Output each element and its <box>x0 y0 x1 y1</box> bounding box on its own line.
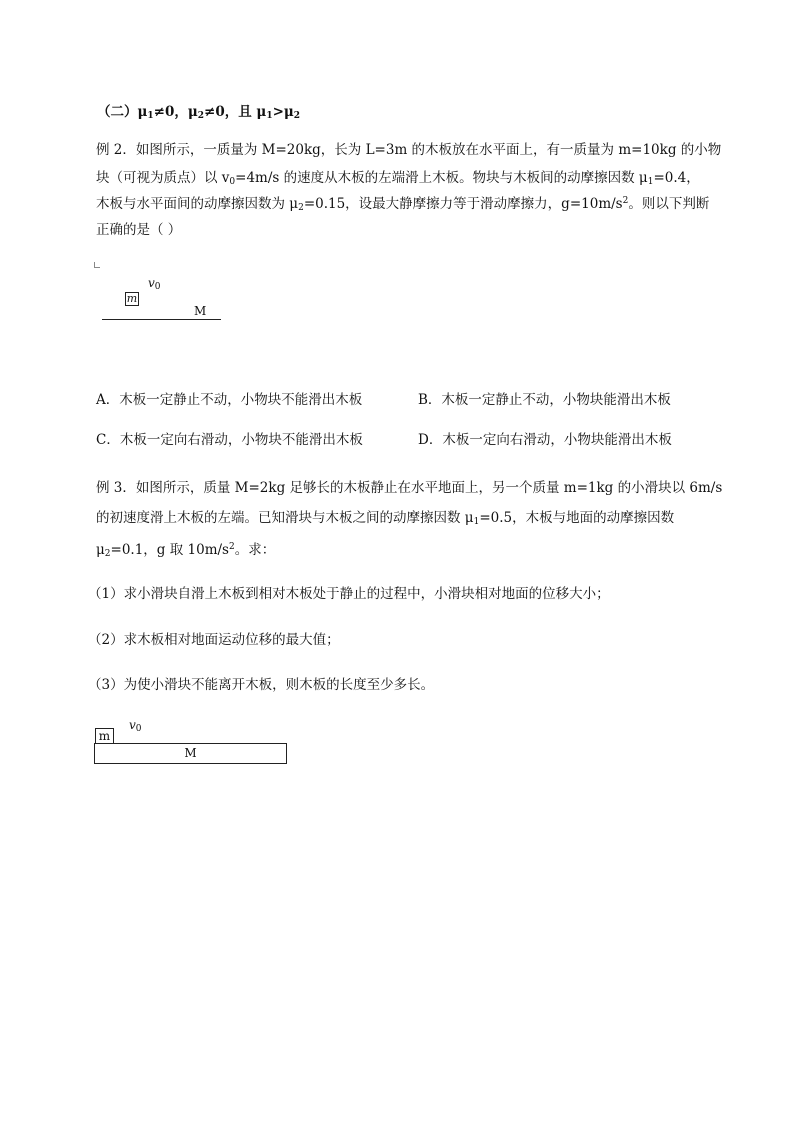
option-b: B．木板一定静止不动，小物块能滑出木板 <box>418 392 671 408</box>
example2-line4: 正确的是（ ） <box>96 222 182 238</box>
example2-line3: 木板与水平面间的动摩擦因数为 $\mu_2=0.15$，设最大静摩擦力等于滑动摩擦力，$g=10m/s^2$。则以下判断 <box>96 196 710 213</box>
example3-line3: $\mu_2=0.1$，g 取 $10m/s^2$。求： <box>96 542 276 559</box>
velocity-label: $v_0$ <box>129 718 142 734</box>
option-a: A．木板一定静止不动，小物块不能滑出木板 <box>96 392 363 408</box>
option-d: D．木板一定向右滑动，小物块能滑出木板 <box>418 432 672 448</box>
question-1: （1）求小滑块自滑上木板到相对木板处于静止的过程中，小滑块相对地面的位移大小； <box>88 586 610 602</box>
question-2: （2）求木板相对地面运动位移的最大值； <box>88 632 340 648</box>
example3-figure <box>94 716 294 766</box>
question-3: （3）为使小滑块不能离开木板，则木板的长度至少多长。 <box>88 677 435 693</box>
example2-figure <box>90 258 230 328</box>
board-label: M <box>194 304 207 318</box>
velocity-label: $v_0$ <box>148 276 161 292</box>
example3-line1: 例 3．如图所示，质量 M=2kg 足够长的木板静止在水平地面上，另一个质量 m=1kg 的小滑块以 6m/s <box>96 480 723 496</box>
example2-line2: 块（可视为质点）以 $v_0=4m/s$ 的速度从木板的左端滑上木板。物块与木板间的动摩擦因数 $\mu_1=0.4$， <box>96 170 700 187</box>
example3-line2: 的初速度滑上木板的左端。已知滑块与木板之间的动摩擦因数 $\mu_1=0.5$，木板与地面的动摩擦因数 <box>96 510 675 527</box>
board <box>94 743 287 764</box>
small-block: m <box>126 292 138 305</box>
example2-line1: 例 2．如图所示，一质量为 M=20kg，长为 L=3m 的木板放在水平面上，有一质量为 m=10kg 的小物 <box>96 142 722 158</box>
option-c: C．木板一定向右滑动，小物块不能滑出木板 <box>96 432 363 448</box>
small-block: m <box>95 728 114 744</box>
corner-mark <box>94 262 100 268</box>
section-heading: （二）$\mu_1\ne 0$，$\mu_2\ne 0$，且 $\mu_1>\mu_2$ <box>97 104 301 121</box>
board-label: M <box>184 746 197 760</box>
board-line <box>102 319 221 320</box>
